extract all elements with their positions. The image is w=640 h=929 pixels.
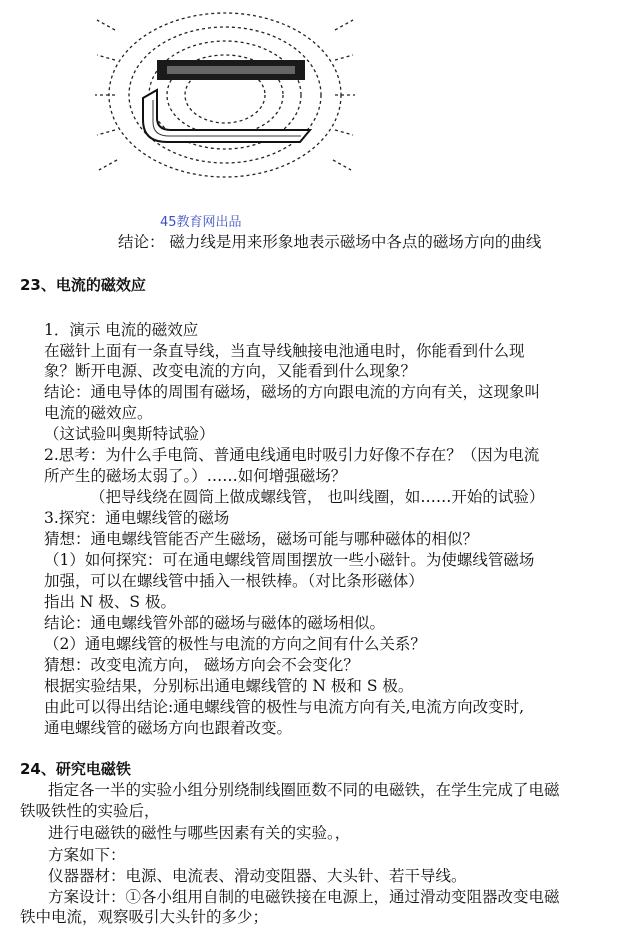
section-23-line: 通电螺线管的磁场方向也跟着改变。 <box>44 719 293 737</box>
section-23-heading: 23、电流的磁效应 <box>20 276 146 294</box>
section-24-line: 指定各一半的实验小组分别绕制线圈匝数不同的电磁铁，在学生完成了电磁 <box>48 781 560 799</box>
section-23-line: （这试验叫奥斯特试验） <box>44 425 215 443</box>
section-23-line: 由此可以得出结论:通电螺线管的极性与电流方向有关,电流方向改变时, <box>44 698 525 716</box>
section-23-line: 象？断开电源、改变电流的方向，又能看到什么现象？ <box>44 362 417 380</box>
magnetic-field-figure <box>95 0 355 200</box>
section-23-line: （2）通电螺线管的极性与电流的方向之间有什么关系？ <box>44 635 426 653</box>
section-23-line: 猜想：通电螺线管能否产生磁场，磁场可能与哪种磁体的相似？ <box>44 530 479 548</box>
section-23-line: 所产生的磁场太弱了。）……如何增强磁场？ <box>44 467 347 485</box>
section-23-line: 结论：通电导体的周围有磁场，磁场的方向跟电流的方向有关，这现象叫 <box>44 383 541 401</box>
section-23-line: 电流的磁效应。 <box>44 404 153 422</box>
section-23-line: （1）如何探究：可在通电螺线管周围摆放一些小磁针。为使螺线管磁场 <box>44 551 535 569</box>
section-23-line: 根据实验结果，分别标出通电螺线管的 N 极和 S 极。 <box>44 677 414 695</box>
section-24-line: 进行电磁铁的磁性与哪些因素有关的实验。， <box>48 824 351 842</box>
section-24-line: 仪器器材：电源、电流表、滑动变阻器、大头针、若干导线。 <box>48 867 467 885</box>
section-24-line: 方案设计：①各小组用自制的电磁铁接在电源上，通过滑动变阻器改变电磁 <box>48 888 560 906</box>
section-23-line: 猜想：改变电流方向， 磁场方向会不会变化？ <box>44 656 359 674</box>
section-24-line: 铁中电流，观察吸引大头针的多少； <box>20 908 269 926</box>
section-24-line: 方案如下： <box>48 846 126 864</box>
section-23-line: 在磁针上面有一条直导线，当直导线触接电池通电时，你能看到什么现 <box>44 342 525 360</box>
section-24-heading: 24、研究电磁铁 <box>20 760 131 778</box>
section-23-line: 2.思考：为什么手电筒、普通电线通电时吸引力好像不存在？（因为电流 <box>44 446 540 464</box>
section-24-line: 铁吸铁性的实验后， <box>20 802 160 820</box>
section-23-line: 3.探究：通电螺线管的磁场 <box>44 509 230 527</box>
section-23-line: 结论：通电螺线管外部的磁场与磁体的磁场相似。 <box>44 614 386 632</box>
section-23-line: 加强，可以在螺线管中插入一根铁棒。（对比条形磁体） <box>44 572 424 590</box>
figure-conclusion: 结论： 磁力线是用来形象地表示磁场中各点的磁场方向的曲线 <box>118 233 542 251</box>
section-23-line: （把导线绕在圆筒上做成螺线管， 也叫线圈，如……开始的试验） <box>90 488 545 506</box>
section-23-line: 指出 N 极、S 极。 <box>44 593 176 611</box>
section-23-line: 1．演示 电流的磁效应 <box>44 321 199 339</box>
magnet-body <box>143 60 310 142</box>
watermark: 45教育网出品 <box>160 215 242 230</box>
iron-filings <box>95 13 355 177</box>
